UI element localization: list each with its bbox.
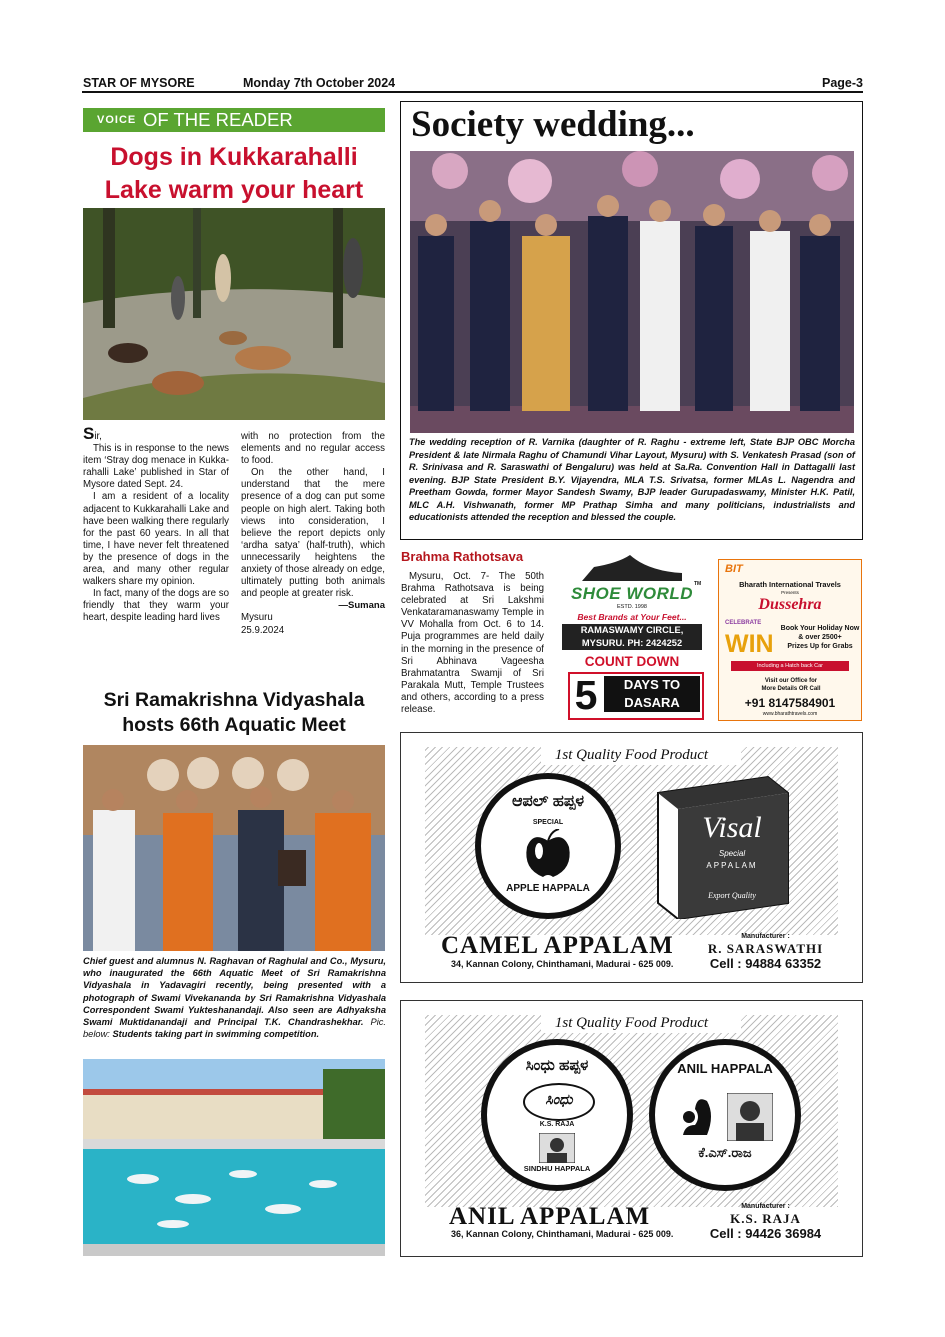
travel-website: www.bharathtravels.com	[762, 711, 818, 717]
travel-offer	[779, 624, 861, 651]
camel-mfr-label: Manufacturer :	[741, 933, 790, 940]
travel-visit	[741, 677, 841, 693]
shoe-days-box	[568, 672, 704, 720]
masthead-rule	[82, 91, 863, 93]
shoe-phone: MYSURU. PH: 2424252	[581, 637, 683, 648]
aquatic-caption-main: Chief guest and alumnus N. Raghavan of Raghulal and Co., Mysuru, who inaugurated the 66th Aquatic Meet of Sri Ramakrishna Vidyashala in Yadavagiri recently, being presented with a photograph of Swami Vivekananda by Sri Ramakrishna Vidyashala Correspondent Swami Yukteshanandaji. Also seen are Adhyaksha Swami Muktidanandaji and Principal T.K. Chandrashekhar.	[83, 956, 386, 1028]
sindhu-inner-oval	[523, 1083, 595, 1121]
anil-footer	[425, 1203, 838, 1245]
aquatic-pic-text: Students taking part in swimming competition.	[112, 1029, 320, 1040]
pack-label: APPALAM	[706, 861, 758, 870]
shoe-address-block	[562, 624, 702, 650]
letter-para: I am a resident of a locality adjacent to Kukkarahalli Lake and have been walking there regularly for the past 60 years. In all that time, I have never felt threatened by the presence of dogs in the area, and many other regular walkers share my opinion.	[83, 491, 229, 588]
letter-signature: —Sumana	[338, 600, 385, 612]
shoe-days-text-2: DASARA	[624, 695, 680, 710]
shoe-tm: TM	[694, 581, 702, 587]
aquatic-headline-line2: hosts 66th Aquatic Meet	[122, 714, 346, 736]
camel-name: CAMEL APPALAM	[441, 932, 674, 959]
camel-footer	[425, 932, 838, 971]
travel-win: WIN	[725, 630, 774, 658]
shoe-tagline: Best Brands at Your Feet...	[577, 612, 687, 622]
letter-para: On the other hand, I understand that the mere presence of a dog can put some people on high alert. Taking both views into consideration, I believe the report depicts only ‘ardha satya’ (half-truth), which unnecessarily heightens the anxiety of those already on edge, ultimately putting both animals and people at greater risk.	[241, 467, 385, 600]
shoe-days-text-1: DAYS TO	[623, 677, 681, 692]
letter-column-1	[83, 424, 229, 625]
wedding-photo	[410, 151, 854, 433]
salutation: ir,	[94, 431, 102, 442]
travel-phone: +91 8147584901	[744, 696, 836, 710]
aquatic-headline	[83, 688, 385, 738]
reader-headline-line2: Lake warm your heart	[104, 176, 364, 204]
aquatic-caption	[83, 955, 386, 1040]
travel-presents: Presents	[781, 590, 799, 595]
camel-quality: 1st Quality Food Product	[554, 747, 709, 763]
anil-appalam-ad	[400, 1000, 863, 1257]
travel-ad	[718, 559, 862, 721]
squirrel-icon	[677, 1095, 717, 1139]
letter-para: with no protection from the elements and no regular access to food.	[241, 431, 385, 467]
travel-logo: BIT	[725, 563, 743, 575]
shoe-address: RAMASWAMY CIRCLE,	[580, 625, 684, 635]
pack-special: Special	[718, 849, 746, 858]
anil-circle2-bottom: ಕೆ.ಎಸ್.ರಾಜ	[698, 1145, 752, 1160]
voice-of-reader-banner	[83, 108, 385, 132]
travel-offer-3: Prizes Up for Grabs	[787, 643, 853, 650]
reader-headline	[83, 141, 385, 207]
dogs-photo	[83, 208, 385, 420]
anil-mfr-label: Manufacturer :	[741, 1203, 790, 1210]
letter-para: In fact, many of the dogs are so friendly that they warm your heart, despite leading hard lives	[83, 588, 229, 624]
shoe-estd: ESTD. 1998	[617, 604, 647, 610]
swimming-photo	[83, 1059, 385, 1256]
apple-happala-logo	[475, 773, 621, 919]
anil-manufacturer: K.S. RAJA	[730, 1211, 801, 1226]
shoe-brand: SHOE WORLD	[570, 584, 694, 603]
travel-visit-1: Visit our Office for	[764, 678, 818, 684]
letter-place: Mysuru	[241, 612, 273, 624]
anil-quality: 1st Quality Food Product	[554, 1015, 709, 1031]
shoe-days-text	[604, 676, 700, 712]
anil-name: ANIL APPALAM	[449, 1203, 651, 1230]
camel-circle-label: APPLE HAPPALA	[506, 883, 590, 894]
anil-cell: Cell : 94426 36984	[709, 1226, 822, 1241]
reader-headline-line1: Dogs in Kukkarahalli	[110, 143, 358, 171]
shoe-days-number: 5	[574, 672, 598, 718]
letter-date: 25.9.2024	[241, 624, 285, 636]
sindhu-happala-logo	[481, 1039, 633, 1191]
page-number: Page-3	[822, 76, 863, 90]
travel-event: Dussehra	[758, 596, 822, 613]
society-wedding-title: Society wedding...	[411, 104, 695, 145]
camel-appalam-ad	[400, 732, 863, 983]
pack-brand: Visal	[702, 811, 762, 844]
camel-address: 34, Kannan Colony, Chinthamani, Madurai - 625 009.	[451, 959, 674, 969]
banner-voice: VOICE	[97, 114, 137, 126]
camel-manufacturer: R. SARASWATHI	[707, 941, 824, 956]
anil-inner-logo: ಸಿಂಧು	[545, 1091, 573, 1107]
aquatic-headline-line1: Sri Ramakrishna Vidyashala	[103, 689, 365, 711]
brahma-headline: Brahma Rathotsava	[401, 549, 524, 564]
travel-visit-2: More Details OR Call	[761, 686, 821, 692]
travel-celebrate: CELEBRATE	[725, 620, 762, 626]
shoe-world-ad	[560, 551, 704, 717]
shoe-countdown: COUNT DOWN	[584, 654, 680, 669]
camel-special: SPECIAL	[532, 819, 564, 826]
paper-name: STAR OF MYSORE	[83, 76, 195, 90]
anil-circle1-label: SINDHU HAPPALA	[523, 1164, 591, 1173]
letter-column-2	[241, 431, 385, 637]
visal-pack	[648, 773, 794, 919]
portrait-icon	[727, 1093, 773, 1141]
issue-date: Monday 7th October 2024	[243, 76, 396, 90]
apple-icon	[521, 829, 575, 881]
camel-cell: Cell : 94884 63352	[709, 956, 822, 971]
anil-ks-raja: K.S. RAJA	[539, 1121, 575, 1128]
anil-happala-logo	[649, 1039, 801, 1191]
anil-address: 36, Kannan Colony, Chinthamani, Madurai - 625 009.	[451, 1229, 674, 1239]
anil-circle2-top: ANIL HAPPALA	[677, 1061, 773, 1076]
portrait-icon	[539, 1133, 575, 1163]
dropcap: S	[83, 424, 95, 443]
camel-kannada-brand: ಆಪಲ್ ಹಪ್ಪಳ	[511, 793, 585, 810]
travel-company: Bharath International Travels	[739, 580, 841, 589]
anil-kannada-brand: ಸಿಂಧು ಹಪ್ಪಳ	[525, 1057, 589, 1074]
felicitation-photo	[83, 745, 385, 951]
travel-including: Including a Hatch back Car	[731, 661, 849, 671]
brahma-body: Mysuru, Oct. 7- The 50th Brahma Rathotsava is being celebrated at Sri Lakshmi Venkataramanaswamy Temple in VV Mohalla from Oct. 6 to 14. Puja programmes are held daily in the morning in the presence of Sri Abhinava Vageesha Brahmatantra Swamji of Sri Parakala Mutt, Temple Trustees and others, according to a press release.	[401, 571, 544, 716]
aquatic-pic-label: Pic. below:	[83, 1017, 386, 1040]
travel-offer-2: & over 2500+	[798, 634, 842, 641]
letter-para: This is in response to the news item ‘Stray dog menace in Kukka-rahalli Lake’ published in Star of Mysore dated Sept. 24.	[83, 443, 229, 491]
wedding-caption: The wedding reception of R. Varnika (daughter of R. Raghu - extreme left, State BJP OBC Morcha President & late Nirmala Raghu of Chamundi Vihar Layout, Mysuru) with S. Venkatesh Prasad (son of R. Srinivasa and R. Saraswathi of Bengaluru) was held at Sa.Ra. Convention Hall in Dattagalli last evening. BJP State President B.Y. Vijayendra, MLA T.S. Srivatsa, former MLAs L. Nagendra and Preetham Gowda, former Mayor Sandesh Swamy, BJP leader Gurupadaswamy, Minister H.K. Patil, MLC A.H. Vishwanath, former MP Prathap Simha and many politicians, industrialists and educationists attended the reception and blessed the couple.	[409, 437, 855, 522]
travel-offer-1: Book Your Holiday Now	[780, 625, 860, 632]
pack-quality: Export Quality	[708, 891, 756, 900]
banner-rest: OF THE READER	[143, 109, 293, 130]
shoe-icon	[578, 551, 686, 585]
